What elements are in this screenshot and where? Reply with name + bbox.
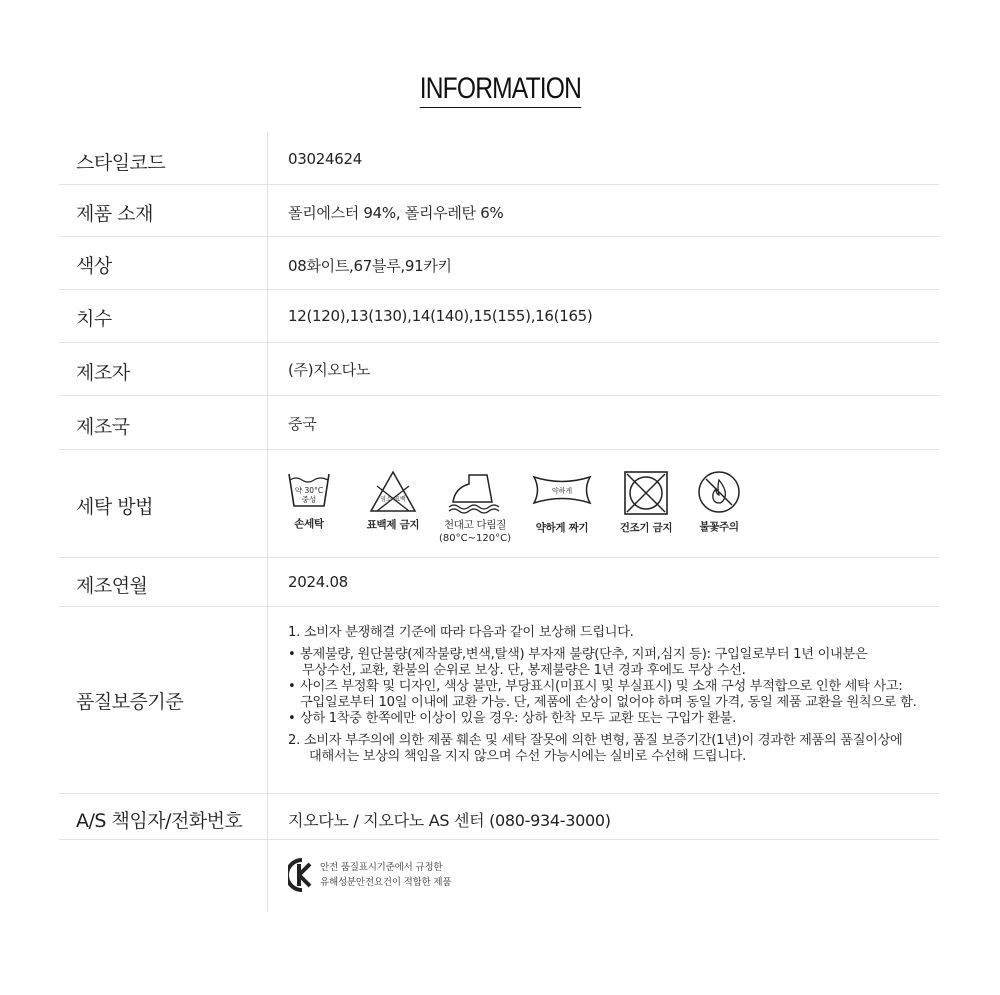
row-maker <box>59 343 939 396</box>
quality-bullet-2: • 사이즈 부정확 및 디자인, 색상 불만, 부당표시(미표시 및 부실표시) 및 소재 구성 부적합으로 인한 세탁 사고: 구입일로부터 10일 이내에 교환 가능. 단, 제품에 손상이 없어야 하며 동일 가격, 동일 제품 교환을 원칙으로 함. <box>288 679 938 711</box>
quality-text <box>288 625 938 765</box>
row-material <box>59 185 939 237</box>
label-color: 색상 <box>76 255 112 277</box>
value-style-code: 03024624 <box>288 150 362 168</box>
value-as: 지오다노 / 지오다노 AS 센터 (080-934-3000) <box>288 811 611 830</box>
gentle-wring-icon <box>529 470 595 535</box>
flame-caution-caption: 불꽃주의 <box>699 521 739 533</box>
value-country: 중국 <box>288 415 317 433</box>
kc-text-line-2: 유해성분안전요건이 적합한 제품 <box>320 877 452 888</box>
label-date: 제조연월 <box>76 575 148 597</box>
row-kc <box>59 840 939 912</box>
kc-text <box>320 860 451 890</box>
label-wash: 세탁 방법 <box>76 496 153 518</box>
label-size: 치수 <box>76 308 112 330</box>
kc-certification-icon <box>288 858 314 892</box>
quality-bullet-1: • 봉제불량, 원단불량(제작불량,변색,탈색) 부자재 불량(단추, 지퍼,심지 등): 구입일로부터 1년 이내분은 무상수선, 교환, 환불의 순위로 보상. 단, 봉제불량은 1년 경과 후에도 무상 수선. <box>288 647 938 679</box>
quality-bullet-3: • 상하 1착중 한쪽에만 이상이 있을 경우: 상하 한착 모두 교환 또는 구입가 환불. <box>288 711 938 727</box>
iron-caption: 천대고 다림질 <box>443 519 507 531</box>
hand-wash-detergent: 중성 <box>301 495 317 504</box>
no-tumble-dry-icon <box>614 470 678 535</box>
no-bleach-text-2: 표백 <box>394 496 406 503</box>
flame-caution-icon <box>694 470 744 534</box>
gentle-wring-text: 약하게 <box>551 487 573 495</box>
iron-temp-range: (80°C~120°C) <box>439 533 511 544</box>
kc-mark <box>288 858 452 896</box>
label-quality: 품질보증기준 <box>76 691 184 713</box>
label-maker: 제조자 <box>76 362 130 384</box>
no-tumble-dry-caption: 건조기 금지 <box>619 522 673 534</box>
row-date <box>59 558 939 607</box>
hand-wash-icon <box>286 470 332 531</box>
iron-icon <box>438 470 512 545</box>
gentle-wring-caption: 약하게 짜기 <box>535 522 589 534</box>
no-bleach-text-1: 염소 <box>380 496 392 503</box>
quality-line-2: 2. 소비자 부주의에 의한 제품 훼손 및 세탁 잘못에 의한 변형, 품질 보증기간(1년)이 경과한 제품의 품질이상에 대해서는 보상의 책임을 지지 않으며 수선 가능시에는 실비로 수선해 드립니다. <box>288 733 903 764</box>
row-style-code <box>59 132 939 185</box>
row-as <box>59 794 939 840</box>
label-material: 제품 소재 <box>76 203 153 225</box>
hand-wash-caption: 손세탁 <box>294 518 324 530</box>
no-bleach-caption: 표백제 금지 <box>366 519 420 531</box>
hand-wash-temp: 약 30°C <box>294 486 324 495</box>
value-color: 08화이트,67블루,91카키 <box>288 257 452 275</box>
no-bleach-icon <box>363 470 423 532</box>
title-text: INFORMATION <box>419 72 580 108</box>
row-color <box>59 237 939 290</box>
page-title <box>0 72 1000 108</box>
value-maker: (주)지오다노 <box>288 361 371 379</box>
row-country <box>59 396 939 450</box>
row-wash <box>59 450 939 558</box>
kc-text-line-1: 안전 품질표시기준에서 규정한 <box>320 862 443 873</box>
label-style-code: 스타일코드 <box>76 152 166 174</box>
value-size: 12(120),13(130),14(140),15(155),16(165) <box>288 307 593 325</box>
value-date: 2024.08 <box>288 573 348 591</box>
value-material: 폴리에스터 94%, 폴리우레탄 6% <box>288 204 504 222</box>
row-size <box>59 290 939 343</box>
quality-line-1: 1. 소비자 분쟁해결 기준에 따라 다음과 같이 보상해 드립니다. <box>288 625 634 640</box>
row-quality <box>59 607 939 794</box>
wash-icons <box>288 470 808 560</box>
label-country: 제조국 <box>76 416 130 438</box>
label-as: A/S 책임자/전화번호 <box>76 810 243 832</box>
